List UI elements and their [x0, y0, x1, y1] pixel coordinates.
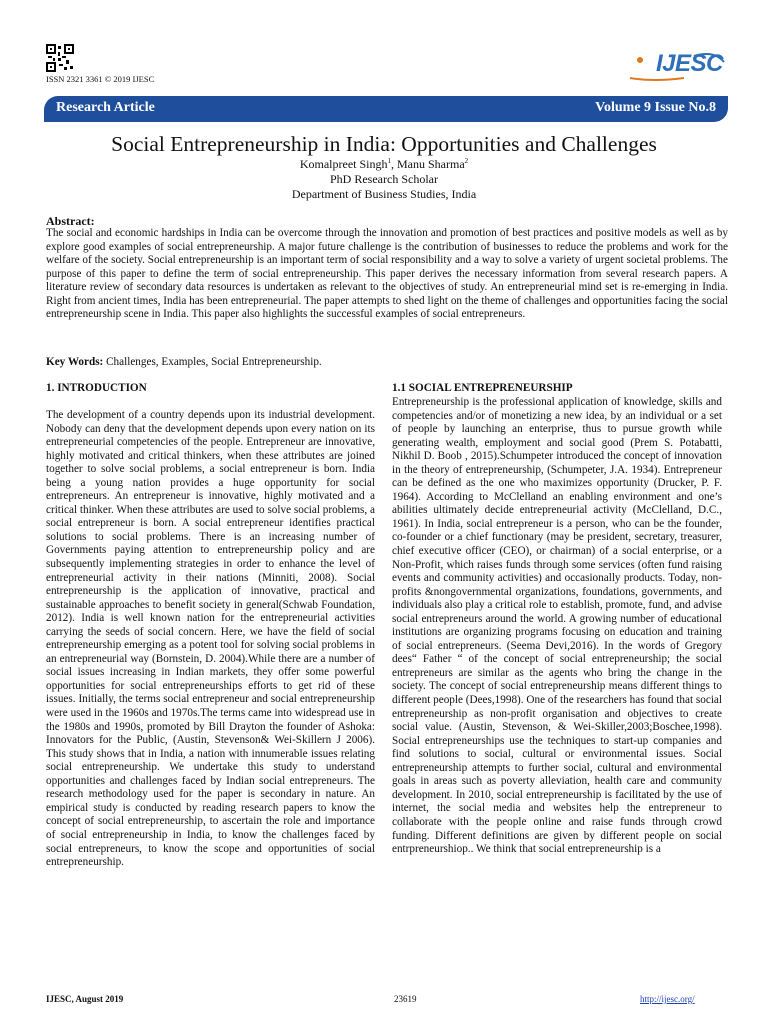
ijesc-logo-text: IJESC	[656, 50, 723, 77]
article-banner	[44, 96, 728, 122]
author-1: Komalpreet Singh	[299, 157, 388, 171]
keywords-text: Challenges, Examples, Social Entrepreneurship.	[103, 356, 322, 368]
qr-code-icon	[46, 44, 74, 72]
abstract-text: The social and economic hardships in India can be overcome through the innovation and promotion of best practices and positive models as well as by explore good examples of social entrepreneurship. A major future challenge is the contribution of businesses to reduce the problems and work for the welfare of the society. Social entrepreneurship is an important term of social responsibility and a way to solve a variety of urgent societal problems. The purpose of this paper to define the term of social entrepreneurship. This paper derives the necessary information from several research papers. A literature review of secondary data resources is undertaken as relevant to the objectives of study. An entrepreneurial mind set is re-emerging in India. Right from ancient times, India has been entrepreneurial. The paper attempts to shed light on the theme of challenges and opportunities facing the social entrepreneurship scene in India. This paper also highlights the successful examples of social entrepreneurs.	[46, 227, 728, 321]
author-1-affil: 1	[387, 157, 391, 165]
authors-line	[0, 157, 768, 172]
social-entrepreneurship-text: Entrepreneurship is the professional application of knowledge, skills and competencies and/or of monetizing a new idea, by an individual or a set of people by launching an enterprise, thus to pursue growth while generating wealth, employment and social good (Prem S. Potabatti, Nikhil D. Boob , 2015).Schumpeter introduced the concept of innovation in the theory of entrepreneurship, (Schumpeter, J.A. 1934). Entrepreneur can be defined as the one who maximizes opportunity (Drucker, P. F. 1964). According to McClelland an enabling environment and one’s abilities ultimately decide entrepreneurial activity (McClelland, D.C., 1961). In India, social entrepreneur is a person, who can be the founder, co-founder or a chief functionary (may be president, secretary, treasurer, chief executive officer (CEO), or chairman) of a social enterprise, or a Non-Profit, which raises funds through some services (often fund raising events and community activities) and occasionally products. Today, non-profits &nongovernmental organizations, foundations, governments, and individuals also play a critical role to establish, promote, fund, and advise social entrepreneurs around the world. A growing number of educational institutions are organizing programs focusing on education and training of social entrepreneurs. (Seema Devi,2016). In the words of Gregory dees“ Father “ of the concept of social entrepreneurship; the social entrepreneurs are similar as the agents who bring the change in the society. The concept of social entrepreneurship means different things to different people (Dees,1998). One of the researchers has found that social entrepreneurship as non-profit organisation and objectives to create social value. (Austin, Stevenson, & Wei-Skiller,2003;Boschee,1998). Social entrepreneurships use the techniques to start-up companies and find solutions to social, cultural or environmental issues. Social entrepreneurship attempts to further social, cultural and environmental goals in areas such as poverty alleviation, health care and community development. In 2010, social entrepreneurship is facilitated by the use of internet, the social media and websites help the entrepreneur to collaborate with the people online and raise funds through crowd funding. Different definitions are given by different people on social entrpreneurshiop.. We think that social entrepreneurship is a	[392, 396, 722, 856]
abstract-heading: Abstract:	[46, 214, 95, 228]
article-type: Research Article	[56, 100, 155, 115]
footer-journal: IJESC, August 2019	[46, 994, 124, 1004]
footer-url-link[interactable]: http://ijesc.org/	[640, 994, 695, 1004]
paper-title: Social Entrepreneurship in India: Opportunities and Challenges	[111, 132, 657, 156]
author-2: , Manu Sharma	[391, 157, 465, 171]
author-role: PhD Research Scholar	[330, 172, 438, 186]
author-2-affil: 2	[464, 157, 469, 165]
intro-text: The development of a country depends upon its industrial development. Nobody can deny that the development depends upon every nation on its entrepreneurial competencies of the people. Entrepreneur are innovative, highly motivated and critical thinkers, when these attributes are joined together to solve social problems, a social entrepreneur is born. India being a young nation provides a huge opportunity for social entrepreneurs. An entrepreneur is innovative, highly motivated and a critical thinker. When these attributes are used to solve social problems, a social entrepreneur is born. A social entrepreneur identifies practical solutions to social problems. There is an increasing number of Governments paying attention to entrepreneurship policy and are subsequently implementing strategies in order to enhance the level of entrepreneurial activity in their nations (Minniti, 2008). Social entrepreneurship is the application of innovative, practical and sustainable approaches to benefit society in general(Schwab Foundation, 2012). India is well known nation for the entrepreneurial activities carrying the seeds of social concern. Here, we have the field of social entrepreneurship emerging as a potent tool for solving social problems in an entrepreneurial way (Bornstein, D. 2004).While there are a number of social issues increasing in Indian markets, they offer some powerful opportunities for social entrepreneurships efforts to get rid of these issues. Initially, the terms social entrepreneur and social entrepreneurship were used in the 1960s and 1970s.The terms came into widespread use in the 1980s and 1990s, promoted by Bill Drayton the founder of Ashoka: Innovators for the Public, (Austin, Stevenson& Wei-Skillern J 2006). This study shows that in India, a nation with innumerable issues relating social entrepreneurship. We undertake this study to understand opportunities and challenges faced by Indian social entrepreneurs. The research methodology used for the paper is secondary in nature. An empirical study is conducted by reading research papers to know the concept of social entrepreneurship, to ascertain the role and importance of social entrepreneurship in India, to know the challenges faced by social entrepreneurs, to know the scope and opportunities of social entrepreneurship.	[46, 409, 375, 869]
author-department: Department of Business Studies, India	[291, 187, 477, 201]
footer-page-number: 23619	[394, 994, 417, 1004]
keywords-line	[46, 356, 322, 368]
intro-heading: 1. INTRODUCTION	[46, 382, 147, 394]
issn-line: ISSN 2321 3361 © 2019 IJESC	[46, 74, 155, 84]
social-entrepreneurship-heading: 1.1 SOCIAL ENTREPRENEURSHIP	[392, 382, 573, 394]
keywords-label: Key Words:	[46, 356, 104, 368]
volume-issue: Volume 9 Issue No.8	[595, 100, 716, 115]
